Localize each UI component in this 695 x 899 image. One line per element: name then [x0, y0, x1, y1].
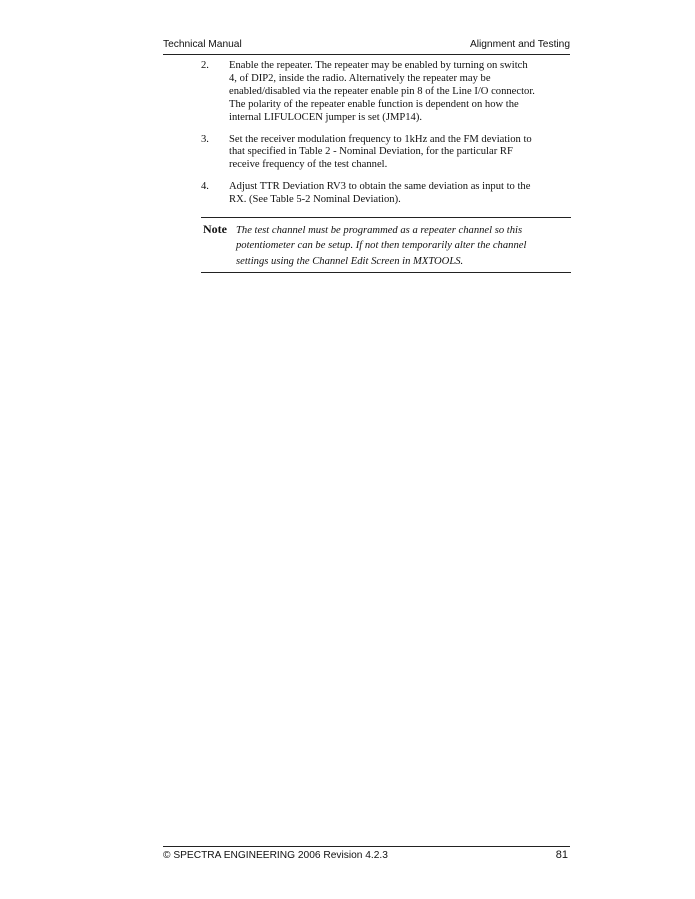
step-line: receive frequency of the test channel.: [229, 159, 388, 171]
note-label: Note: [203, 222, 227, 236]
page-number: 81: [555, 849, 568, 861]
step-number: 3.: [201, 133, 209, 145]
step-line: Adjust TTR Deviation RV3 to obtain the same deviation as input to the: [229, 181, 531, 193]
step-line: internal LIFULOCEN jumper is set (JMP14).: [229, 111, 423, 123]
procedure-steps: [201, 60, 573, 216]
step-line: Enable the repeater. The repeater may be enabled by turning on switch: [229, 60, 528, 71]
header-right-text: Alignment and Testing: [469, 39, 570, 50]
note-box: [201, 217, 571, 273]
header-left-text: Technical Manual: [163, 39, 242, 50]
note-text: [236, 223, 526, 269]
step-number: 4.: [201, 181, 209, 193]
step-line: enabled/disabled via the repeater enable pin 8 of the Line I/O connector.: [229, 85, 535, 97]
note-line: The test channel must be programmed as a repeater channel so this: [236, 225, 523, 236]
note-line: settings using the Channel Edit Screen in MXTOOLS.: [236, 255, 464, 267]
step-line: that specified in Table 2 - Nominal Deviation, for the particular RF: [229, 146, 513, 158]
page-footer: [163, 846, 570, 863]
step-line: Set the receiver modulation frequency to 1kHz and the FM deviation to: [229, 133, 532, 145]
step-line: 4, of DIP2, inside the radio. Alternatively the repeater may be: [229, 72, 491, 84]
step-4: [201, 181, 573, 207]
note-line: potentiometer can be setup. If not then temporarily alter the channel: [236, 240, 527, 252]
footer-copyright: © SPECTRA ENGINEERING 2006 Revision 4.2.3: [163, 850, 388, 861]
step-line: The polarity of the repeater enable function is dependent on how the: [229, 98, 519, 110]
page-header: [163, 38, 570, 55]
step-number: 2.: [201, 60, 209, 71]
step-2: [201, 60, 573, 125]
step-line: RX. (See Table 5-2 Nominal Deviation).: [229, 194, 401, 206]
step-3: [201, 134, 573, 173]
